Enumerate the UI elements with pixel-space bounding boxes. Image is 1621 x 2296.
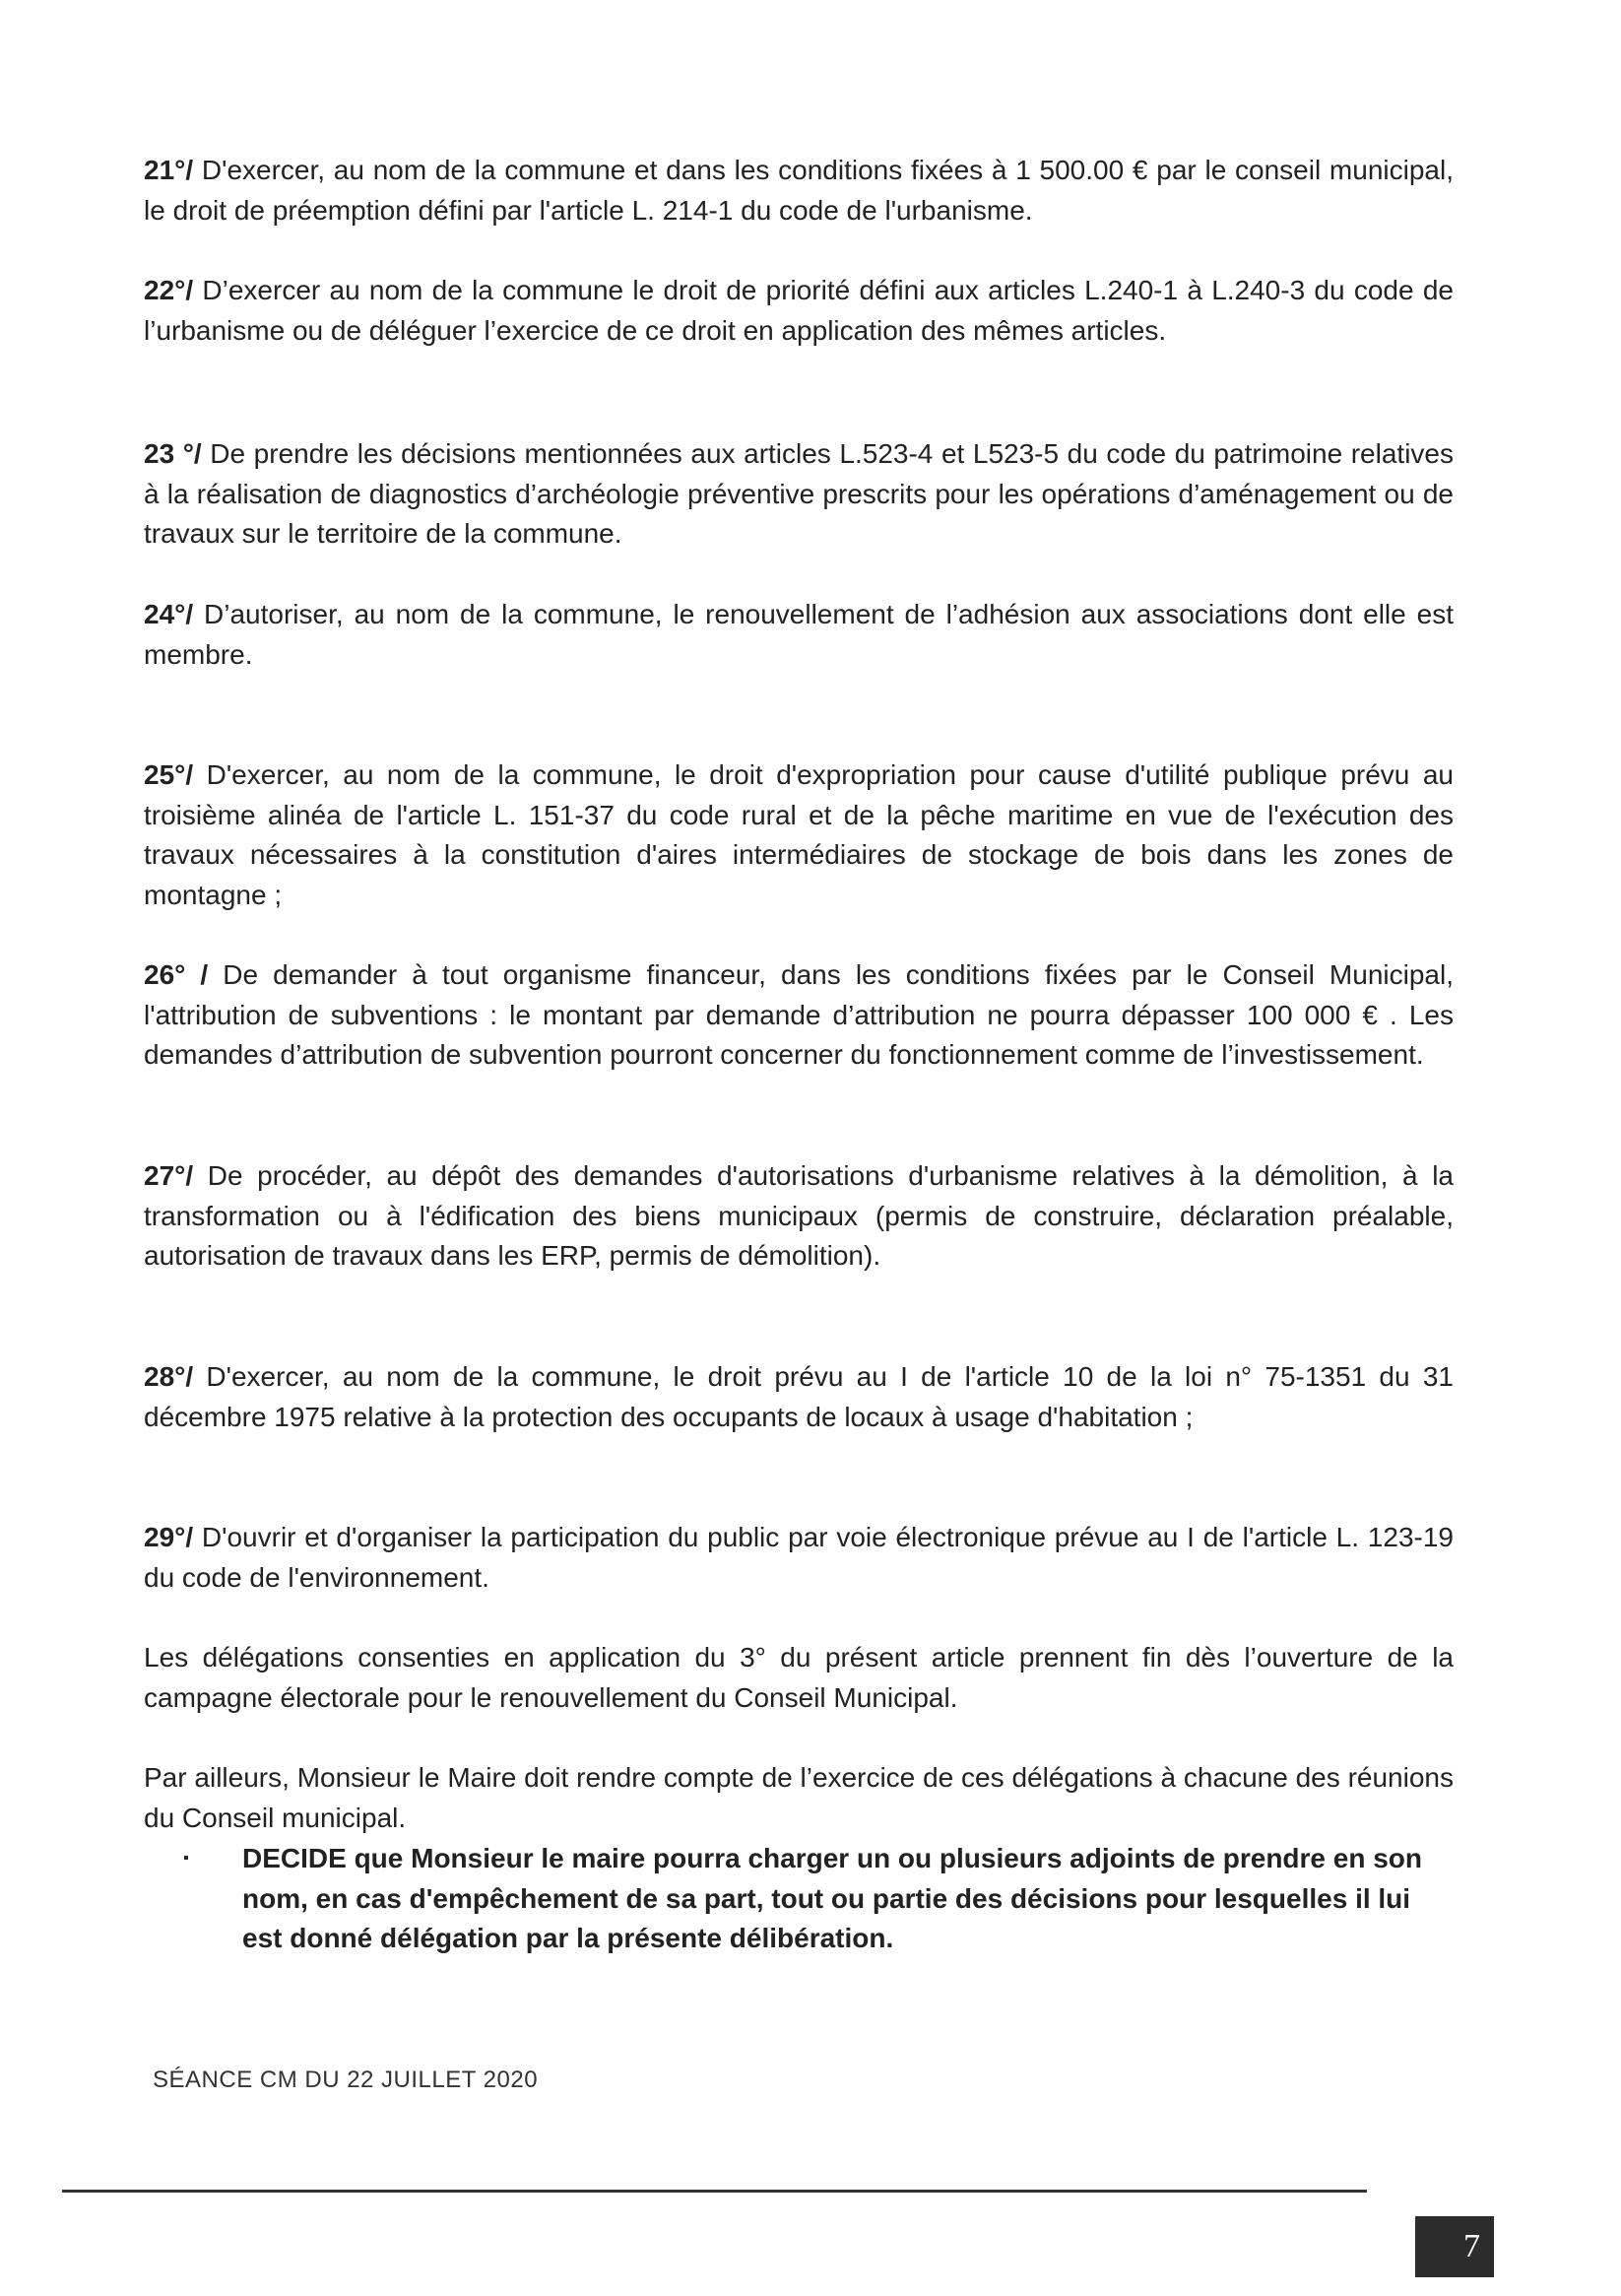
item-26 [144,955,1454,1076]
item-25 [144,755,1454,915]
item-25-number: 25°/ [144,759,194,790]
item-29-number: 29°/ [144,1522,194,1552]
square-bullet-icon: ▪ [183,1850,189,1867]
item-26-text: De demander à tout organisme financeur, dans les conditions fixées par le Conseil Municipal, l'attribution de subventions : le montant par demande d’attribution ne pourra dépasser 100 000 € . Les demandes d’attribution de subvention pourront concerner du fonctionnement comme de l’investissement. [144,959,1454,1070]
item-29 [144,1518,1454,1598]
item-28 [144,1357,1454,1437]
item-26-number: 26° / [144,959,209,990]
item-28-number: 28°/ [144,1361,194,1392]
item-21-text: D'exercer, au nom de la commune et dans les conditions fixées à 1 500.00 € par le conseil municipal, le droit de préemption défini par l'article L. 214-1 du code de l'urbanisme. [144,155,1454,226]
delegations-end-paragraph: Les délégations consenties en application du 3° du présent article prennent fin dès l’ouverture de la campagne électorale pour le renouvellement du Conseil Municipal. [144,1642,1454,1713]
item-24-number: 24°/ [144,599,194,629]
item-21 [144,151,1454,230]
item-25-text: D'exercer, au nom de la commune, le droit d'expropriation pour cause d'utilité publique prévu au troisième alinéa de l'article L. 151-37 du code rural et de la pêche maritime en vue de l'exécution des travaux nécessaires à la constitution d'aires intermédiaires de stockage de bois dans les zones de montagne ; [144,759,1454,910]
item-27-number: 27°/ [144,1160,194,1191]
report-paragraph: Par ailleurs, Monsieur le Maire doit rendre compte de l’exercice de ces délégations à chacune des réunions du Conseil municipal. [144,1762,1454,1833]
footer-divider [62,2190,1367,2193]
page-number-badge: 7 [1415,2216,1494,2277]
item-23-text: De prendre les décisions mentionnées aux articles L.523-4 et L523-5 du code du patrimoine relatives à la réalisation de diagnostics d’archéologie préventive prescrits pour les opérations d’aménagement ou de travaux sur le territoire de la commune. [144,438,1454,549]
item-22-text: D’exercer au nom de la commune le droit de priorité défini aux articles L.240-1 à L.240-3 du code de l’urbanisme ou de déléguer l’exercice de ce droit en application des mêmes articles. [144,275,1454,346]
decision-text: DECIDE que Monsieur le maire pourra charger un ou plusieurs adjoints de prendre en son nom, en cas d'empêchement de sa part, tout ou partie des décisions pour lesquelles il lui est donné délégation par la présente délibération. [242,1843,1423,1953]
item-23 [144,434,1454,555]
item-28-text: D'exercer, au nom de la commune, le droit prévu au I de l'article 10 de la loi n° 75-1351 du 31 décembre 1975 relative à la protection des occupants de locaux à usage d'habitation ; [144,1361,1454,1432]
item-22-number: 22°/ [144,275,194,305]
item-24-text: D’autoriser, au nom de la commune, le renouvellement de l’adhésion aux associations dont elle est membre. [144,599,1454,670]
item-23-number: 23 °/ [144,438,202,469]
item-22 [144,271,1454,351]
item-27 [144,1156,1454,1277]
item-27-text: De procéder, au dépôt des demandes d'autorisations d'urbanisme relatives à la démolition, à la transformation ou à l'édification des biens municipaux (permis de construire, déclaration préalable, autorisation de travaux dans les ERP, permis de démolition). [144,1160,1454,1271]
item-24 [144,595,1454,675]
session-footer: SÉANCE CM DU 22 JUILLET 2020 [153,2066,539,2093]
decision-bullet [183,1839,1454,1959]
item-29-text: D'ouvrir et d'organiser la participation du public par voie électronique prévue au I de l'article L. 123-19 du code de l'environnement. [144,1522,1454,1593]
item-21-number: 21°/ [144,155,194,185]
